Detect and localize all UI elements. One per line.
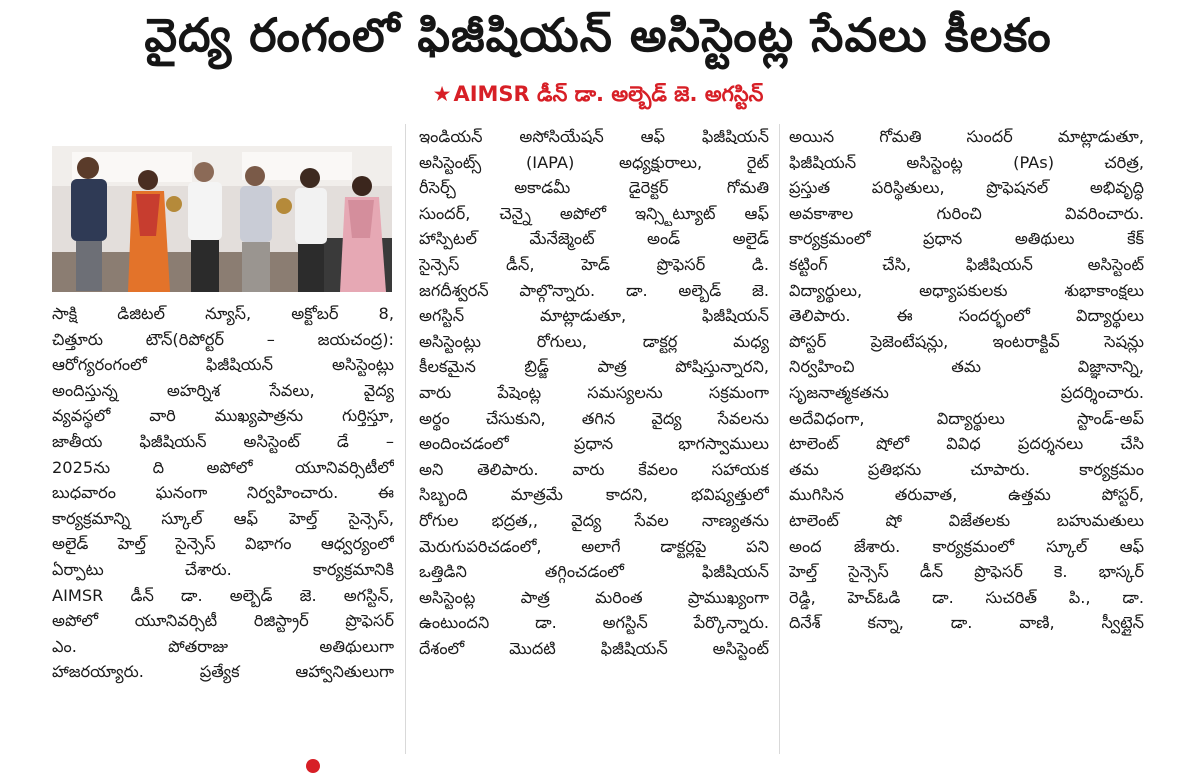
text-line: సుందర్, చెన్నై అపోలో ఇన్స్టిట్యూట్ ఆఫ్	[419, 203, 769, 223]
text-line: AIMSR డీన్ డా. అల్బెడ్ జె. అగస్టిన్,	[52, 585, 394, 605]
text-line: అవకాశాల గురించి వివరించారు.	[789, 203, 1144, 223]
text-line: అపోలో యూనివర్సిటీ రిజిస్ట్రార్ ప్రొఫెసర్	[52, 611, 394, 631]
text-line: అందిస్తున్న అహర్నిశ సేవలు, వైద్య	[52, 380, 394, 400]
text-line: సైన్సెస్ డీన్, హెడ్ ప్రొఫెసర్ డి.	[419, 254, 769, 274]
text-line: టాలెంట్ షో విజేతలకు బహుమతులు	[789, 510, 1144, 530]
text-line: ఇండియన్ అసోసియేషన్ ఆఫ్ ఫిజీషియన్	[419, 127, 769, 146]
text-line: హాస్పిటల్ మేనేజ్మెంట్ అండ్ అలైడ్	[419, 229, 769, 249]
text-line: ప్రస్తుత పరిస్థితులు, ప్రొఫెషనల్ అభివృద్ధి	[789, 178, 1144, 198]
article-column-1	[52, 301, 394, 685]
text-line: అగస్టిన్ మాట్లాడుతూ, ఫిజీషియన్	[419, 306, 769, 326]
text-line: కట్టింగ్ చేసి, ఫిజీషియన్ అసిస్టెంట్	[789, 254, 1144, 274]
text-line: చిత్తూరు టౌన్(రిపోర్టర్ – జయచంద్ర):	[52, 329, 394, 349]
text-line: జగదీశ్వరన్ పాల్గొన్నారు. డా. అల్బెడ్ జె.	[419, 280, 769, 300]
text-line: టాలెంట్ షోలో వివిధ ప్రదర్శనలు చేసి	[789, 434, 1144, 454]
text-line: అంద జేశారు. కార్యక్రమంలో స్కూల్ ఆఫ్	[789, 536, 1144, 556]
text-line: జాతీయ ఫిజీషియన్ అసిస్టెంట్ డే –	[52, 431, 394, 451]
text-line: అని తెలిపారు. వారు కేవలం సహాయక	[419, 459, 769, 479]
text-line: ఉంటుందని డా. అగస్టిన్ పేర్కొన్నారు.	[419, 613, 769, 633]
column-divider	[405, 124, 406, 754]
headline: వైద్య రంగంలో ఫిజీషియన్ అసిస్టెంట్ల సేవలు కీలకం	[144, 8, 1052, 62]
text-line: మెరుగుపరిచడంలో, అలాగే డాక్టర్లపై పని	[419, 536, 769, 556]
text-line: తెలిపారు. ఈ సందర్భంలో విద్యార్థులు	[789, 306, 1144, 326]
text-line: పోస్టర్ ప్రెజెంటేషన్లు, ఇంటరాక్టివ్ సెషన్లు	[789, 331, 1144, 351]
text-line: రెడ్డి, హెచ్ఓడి డా. సుచరిత్ పి., డా.	[789, 587, 1144, 607]
article-column-2	[419, 124, 769, 661]
text-line: అయిన గోమతి సుందర్ మాట్లాడుతూ,	[789, 127, 1144, 146]
event-photo-illustration	[52, 146, 392, 292]
text-line: దేశంలో మొదటి ఫిజీషియన్ అసిస్టెంట్	[419, 638, 769, 658]
text-line: ఫిజీషియన్ అసిస్టెంట్ల (PAs) చరిత్ర,	[789, 152, 1144, 172]
text-line: అదేవిధంగా, విద్యార్థులు స్టాండ్-అప్	[789, 408, 1144, 428]
text-line: అసిస్టెంట్స్ (IAPA) అధ్యక్షురాలు, రైట్	[419, 152, 769, 172]
text-line: హాజరయ్యారు. ప్రత్యేక ఆహ్వానితులుగా	[52, 662, 394, 682]
text-line: బుధవారం ఘనంగా నిర్వహించారు. ఈ	[52, 483, 394, 503]
text-line: కీలకమైన బ్రిడ్జ్ పాత్ర పోషిస్తున్నారని,	[419, 357, 769, 377]
text-line: దినేశ్ కన్నా, డా. వాణి, స్వీట్లైన్	[789, 613, 1144, 633]
text-line: సిబ్బంది మాత్రమే కాదని, భవిష్యత్తులో	[419, 485, 769, 505]
text-line: 2025ను ది అపోలో యూనివర్సిటీలో	[52, 457, 394, 477]
text-line: ఏర్పాటు చేశారు. కార్యక్రమానికి	[52, 559, 394, 579]
text-line: అందించడంలో ప్రధాన భాగస్వాములు	[419, 434, 769, 454]
text-line: ఆరోగ్యరంగంలో ఫిజీషియన్ అసిస్టెంట్లు	[52, 355, 394, 375]
text-line: కార్యక్రమంలో ప్రధాన అతిథులు కేక్	[789, 229, 1144, 249]
text-line: రీసెర్చ్ అకాడమీ డైరెక్టర్ గోమతి	[419, 178, 769, 198]
text-line: ఎం. పోతరాజు అతిథులుగా	[52, 636, 394, 656]
star-icon: ★	[432, 82, 452, 106]
text-line: కార్యక్రమాన్ని స్కూల్ ఆఫ్ హెల్త్ సైన్సెస్,	[52, 508, 394, 528]
text-line: నిర్వహించి తమ విజ్ఞానాన్ని,	[789, 357, 1144, 377]
text-line: అర్థం చేసుకుని, తగిన వైద్య సేవలను	[419, 408, 769, 428]
article-column-3	[789, 124, 1144, 636]
text-line: వ్యవస్థలో వారి ముఖ్యపాత్రను గుర్తిస్తూ,	[52, 406, 394, 426]
text-line: సృజనాత్మకతను ప్రదర్శించారు.	[789, 382, 1144, 402]
text-line: ఒత్తిడిని తగ్గించడంలో ఫిజీషియన్	[419, 562, 769, 582]
byline	[0, 80, 1196, 108]
column-divider	[779, 124, 780, 754]
byline-text: AIMSR డీన్ డా. అల్బెడ్ జె. అగస్టిన్	[453, 82, 764, 106]
text-line: అసిస్టెంట్ల పాత్ర మరింత ప్రాముఖ్యంగా	[419, 587, 769, 607]
text-line: సాక్షి డిజిటల్ న్యూస్, అక్టోబర్ 8,	[52, 304, 394, 323]
text-line: రోగుల భద్రత,, వైద్య సేవల నాణ్యతను	[419, 510, 769, 530]
text-line: అసిస్టెంట్లు రోగులు, డాక్టర్ల మధ్య	[419, 331, 769, 351]
text-line: అలైడ్ హెల్త్ సైన్సెస్ విభాగం ఆధ్వర్యంలో	[52, 534, 394, 554]
text-line: తమ ప్రతిభను చూపారు. కార్యక్రమం	[789, 459, 1144, 479]
text-line: హెల్త్ సైన్సెస్ డీన్ ప్రొఫెసర్ కె. భాస్కర్	[789, 562, 1144, 582]
text-line: విద్యార్థులు, అధ్యాపకులకు శుభాకాంక్షలు	[789, 280, 1144, 300]
text-line: వారు పేషెంట్ల సమస్యలను సక్రమంగా	[419, 382, 769, 402]
event-photo	[52, 146, 392, 292]
text-line: ముగిసిన తరువాత, ఉత్తమ పోస్టర్,	[789, 485, 1144, 505]
